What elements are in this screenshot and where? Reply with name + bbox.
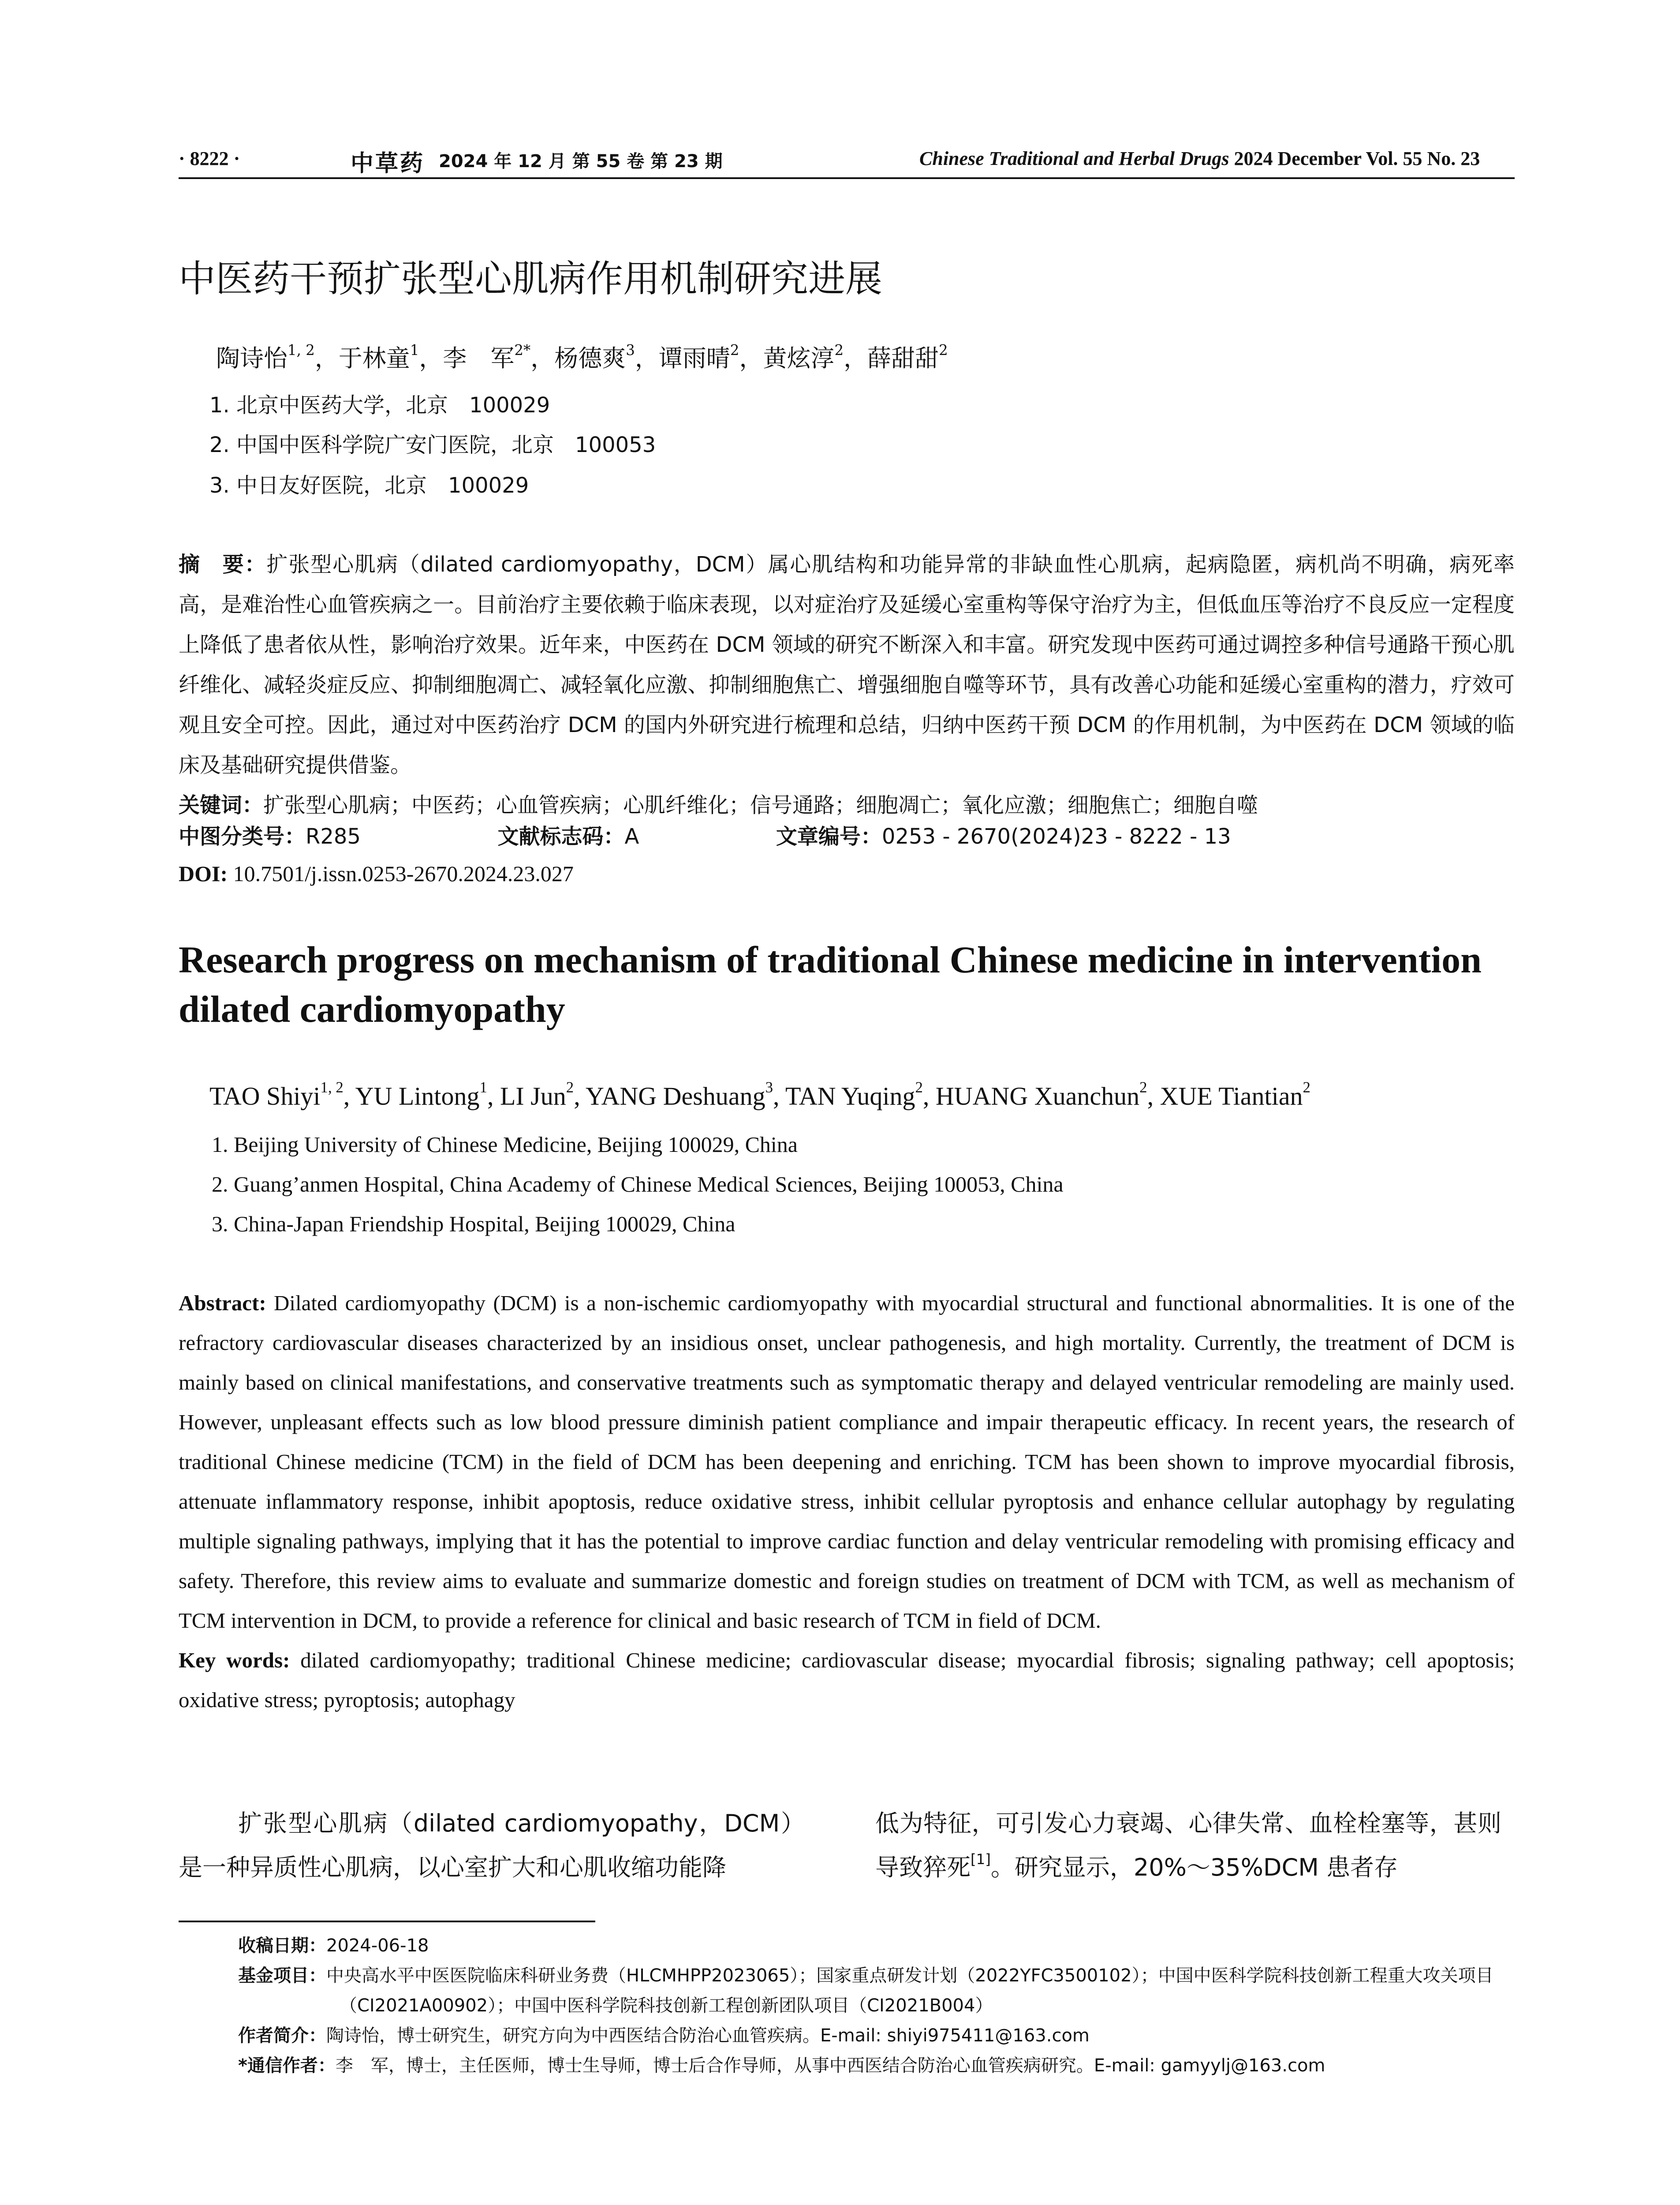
cn-author-affiliation-mark: 2	[730, 342, 739, 359]
received-date: 2024-06-18	[326, 1936, 429, 1956]
cn-author-name: 黄炫淳	[763, 344, 835, 372]
doc-code-value: A	[624, 824, 639, 849]
en-author-affiliation-mark: 1	[479, 1079, 487, 1096]
cn-keywords-label: 关键词：	[179, 793, 264, 818]
en-affiliation-2: 2. Guang’anmen Hospital, China Academy of Chinese Medical Sciences, Beijing 100053, China	[212, 1172, 1064, 1196]
en-author-affiliation-mark: 2	[915, 1079, 923, 1096]
en-author-affiliation-mark: 2	[1139, 1079, 1147, 1096]
footnote-rule	[179, 1921, 595, 1922]
cn-affiliation-3: 3. 中日友好医院，北京 100029	[209, 473, 529, 498]
cn-author-separator: ，	[314, 344, 339, 372]
en-affiliation-1: 1. Beijing University of Chinese Medicine, Beijing 100029, China	[212, 1132, 798, 1157]
footnote-fund	[238, 1961, 1517, 2021]
doi-line	[179, 861, 574, 886]
en-author-name: YANG Deshuang	[586, 1082, 765, 1110]
footnote-block	[238, 1931, 1517, 2081]
en-abstract-text: Dilated cardiomyopathy (DCM) is a non-ischemic cardiomyopathy with myocardial structural and functional abnormalities. It is one of the refractory cardiovascular diseases characterized by an insidious onset, unclear pathogenesis, and high mortality. Currently, the treatment of DCM is mainly based on clinical manifestations, and conservative treatments such as symptomatic therapy and delayed ventricular remodeling are mainly used. However, unpleasant effects such as low blood pressure diminish patient compliance and impair therapeutic efficacy. In recent years, the research of traditional Chinese medicine (TCM) in the field of DCM has been deepening and enriching. TCM has been shown to improve myocardial fibrosis, attenuate inflammatory response, inhibit apoptosis, reduce oxidative stress, inhibit cellular pyroptosis and enhance cellular autophagy by regulating multiple signaling pathways, implying that it has the potential to improve cardiac function and delay ventricular remodeling with promising efficacy and safety. Therefore, this review aims to evaluate and summarize domestic and foreign studies on treatment of DCM with TCM, as well as mechanism of TCM intervention in DCM, to provide a reference for clinical and basic research of TCM in field of DCM.	[179, 1291, 1515, 1633]
en-author-name: HUANG Xuanchun	[935, 1082, 1140, 1110]
english-author-list	[209, 1081, 1310, 1111]
en-author-affiliation-mark: 3	[765, 1079, 773, 1096]
en-author-separator: ,	[773, 1082, 785, 1110]
en-abstract-label: Abstract:	[179, 1291, 266, 1315]
en-keywords-label: Key words:	[179, 1648, 290, 1672]
article-no-value: 0253 - 2670(2024)23 - 8222 - 13	[881, 824, 1231, 849]
cn-author-affiliation-mark: 1	[410, 342, 419, 359]
cn-author-affiliation-mark: 2*	[514, 342, 531, 359]
clc-label: 中图分类号：	[179, 824, 306, 849]
cn-author-separator: ，	[844, 344, 868, 372]
running-header	[179, 145, 1523, 180]
cn-affiliation-2: 2. 中国中医科学院广安门医院，北京 100053	[209, 433, 656, 457]
en-author-separator: ,	[1147, 1082, 1160, 1110]
body-right-text-start: 低为特征，可引发心力衰竭、心律失常、血栓栓塞等，甚则导致猝死	[875, 1809, 1501, 1881]
en-affiliation-3: 3. China-Japan Friendship Hospital, Beijing 100029, China	[212, 1211, 735, 1236]
cn-author-name: 陶诗怡	[216, 344, 287, 372]
footnote-corresponding	[238, 2051, 1517, 2081]
en-author-name: TAO Shiyi	[209, 1082, 321, 1110]
received-label: 收稿日期：	[238, 1936, 326, 1956]
citation-ref-1[interactable]: [1]	[971, 1851, 991, 1868]
page-number: · 8222 ·	[179, 148, 240, 169]
cn-abstract-label: 摘 要：	[179, 552, 267, 577]
en-author-name: XUE Tiantian	[1160, 1082, 1303, 1110]
fund-label: 基金项目：	[238, 1966, 326, 1986]
issue-en	[919, 147, 1480, 170]
english-abstract	[179, 1283, 1515, 1720]
cn-author-name: 杨德爽	[554, 344, 626, 372]
body-right-column	[875, 1801, 1501, 1890]
doi-link[interactable]: 10.7501/j.issn.0253-2670.2024.23.027	[233, 861, 574, 886]
corresponding-text: 李 军，博士，主任医师，博士生导师，博士后合作导师，从事中西医结合防治心血管疾病研究。E-mail: gamyylj@163.com	[335, 2056, 1325, 2076]
issue-en-text: 2024 December Vol. 55 No. 23	[1234, 148, 1480, 169]
en-author-affiliation-mark: 2	[1303, 1079, 1310, 1096]
cn-author-separator: ，	[739, 344, 763, 372]
en-author-name: LI Jun	[500, 1082, 566, 1110]
footnote-author	[238, 2021, 1517, 2051]
cn-author-affiliation-mark: 3	[626, 342, 635, 359]
chinese-abstract	[179, 545, 1515, 826]
doi-label: DOI:	[179, 861, 228, 886]
cn-abstract-text: 扩张型心肌病（dilated cardiomyopathy，DCM）属心肌结构和功能异常的非缺血性心肌病，起病隐匿，病机尚不明确，病死率高，是难治性心血管疾病之一。目前治疗主要依赖于临床表现，以对症治疗及延缓心室重构等保守治疗为主，但低血压等治疗不良反应一定程度上降低了患者依从性，影响治疗效果。近年来，中医药在 DCM 领域的研究不断深入和丰富。研究发现中医药可通过调控多种信号通路干预心肌纤维化、减轻炎症反应、抑制细胞凋亡、减轻氧化应激、抑制细胞焦亡、增强细胞自噬等环节，具有改善心功能和延缓心室重构的潜力，疗效可观且安全可控。因此，通过对中医药治疗 DCM 的国内外研究进行梳理和总结，归纳中医药干预 DCM 的作用机制，为中医药在 DCM 领域的临床及基础研究提供借鉴。	[179, 552, 1515, 777]
cn-author-separator: ，	[419, 344, 443, 372]
header-rule	[179, 177, 1515, 179]
cn-author-separator: ，	[635, 344, 659, 372]
en-author-name: YU Lintong	[355, 1082, 480, 1110]
en-keywords-text: dilated cardiomyopathy; traditional Chinese medicine; cardiovascular disease; myocardial fibrosis; signaling pathway; cell apoptosis; oxidative stress; pyroptosis; autophagy	[179, 1648, 1515, 1712]
journal-name-en: Chinese Traditional and Herbal Drugs	[919, 148, 1229, 169]
english-title: Research progress on mechanism of traditional Chinese medicine in intervention dilated cardiomyopathy	[179, 938, 1482, 1030]
footnote-received	[238, 1931, 1517, 1961]
fund-text: 中央高水平中医医院临床科研业务费（HLCMHPP2023065）；国家重点研发计划（2022YFC3500102）；中国中医科学院科技创新工程重大攻关项目（CI2021A00902）；中国中医科学院科技创新工程创新团队项目（CI2021B004）	[326, 1966, 1493, 2016]
cn-affiliation-1: 1. 北京中医药大学，北京 100029	[209, 393, 550, 418]
doc-code-label: 文献标志码：	[497, 824, 625, 849]
author-bio-text: 陶诗怡，博士研究生，研究方向为中西医结合防治心血管疾病。E-mail: shiyi975411@163.com	[326, 2026, 1090, 2046]
issue-cn: 2024 年 12 月 第 55 卷 第 23 期	[439, 151, 723, 172]
body-left-column: 扩张型心肌病（dilated cardiomyopathy，DCM）是一种异质性心肌病，以心室扩大和心肌收缩功能降	[179, 1809, 805, 1881]
corresponding-label: *通信作者：	[238, 2056, 336, 2076]
en-author-affiliation-mark: 1, 2	[320, 1079, 343, 1096]
en-author-separator: ,	[922, 1082, 936, 1110]
cn-keywords-text: 扩张型心肌病；中医药；心血管疾病；心肌纤维化；信号通路；细胞凋亡；氧化应激；细胞焦亡；细胞自噬	[263, 793, 1258, 818]
cn-author-affiliation-mark: 2	[834, 342, 844, 359]
en-author-affiliation-mark: 2	[566, 1079, 574, 1096]
cn-author-separator: ，	[530, 344, 555, 372]
chinese-title: 中医药干预扩张型心肌病作用机制研究进展	[179, 257, 883, 300]
en-author-name: TAN Yuqing	[785, 1082, 915, 1110]
en-author-separator: ,	[343, 1082, 355, 1110]
en-author-separator: ,	[487, 1082, 500, 1110]
chinese-author-list	[216, 340, 948, 374]
classification-line	[179, 819, 1231, 850]
cn-author-affiliation-mark: 2	[939, 342, 948, 359]
cn-author-name: 谭雨晴	[658, 344, 730, 372]
cn-author-name: 薛甜甜	[867, 344, 939, 372]
journal-name-cn: 中草药	[351, 151, 425, 176]
body-right-text-end: 。研究显示，20%～35%DCM 患者存	[990, 1854, 1398, 1881]
author-bio-label: 作者简介：	[238, 2026, 326, 2046]
clc-value: R285	[306, 824, 361, 849]
cn-author-affiliation-mark: 1, 2	[287, 342, 315, 359]
cn-author-name: 于林童	[338, 344, 410, 372]
en-author-separator: ,	[574, 1082, 586, 1110]
cn-author-name: 李 军	[443, 344, 515, 372]
article-no-label: 文章编号：	[776, 824, 882, 849]
